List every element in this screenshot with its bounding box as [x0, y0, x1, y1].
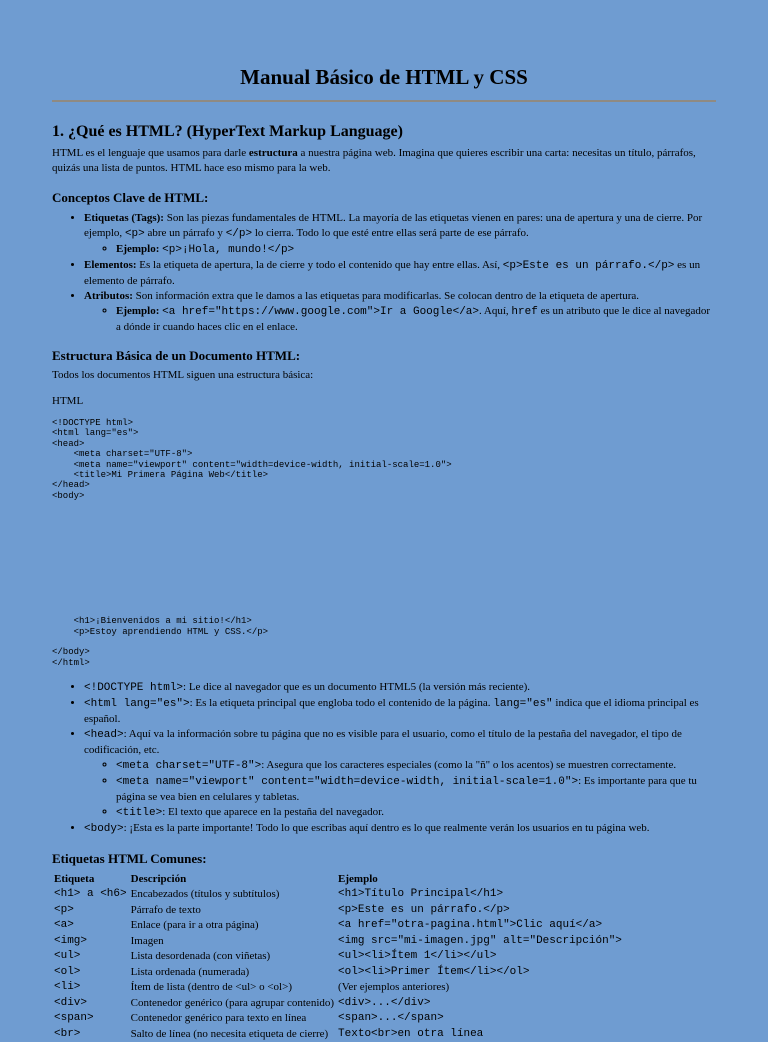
tag-cell: <a>: [54, 919, 74, 932]
table-row: [52, 996, 624, 1012]
table-row: [52, 949, 624, 965]
tag-cell: <span>: [54, 1012, 94, 1025]
common-tags-table: [52, 871, 624, 1042]
description-cell: Enlace (para ir a otra página): [130, 919, 259, 932]
concepts-list: [52, 211, 716, 335]
structure-explanation-list: [52, 680, 716, 837]
page-title: Manual Básico de HTML y CSS: [240, 65, 528, 89]
table-row: [52, 887, 624, 903]
table-row: [52, 1027, 624, 1042]
tag-cell: <li>: [54, 981, 81, 994]
example-cell: Texto<br>en otra línea: [338, 1027, 484, 1040]
tag-cell: <p>: [54, 903, 74, 916]
description-cell: Lista desordenada (con viñetas): [130, 950, 271, 963]
tag-cell: <img>: [54, 934, 88, 947]
table-row: [52, 980, 624, 996]
example-cell: <div>...</div>: [338, 996, 431, 1009]
table-row: [52, 934, 624, 950]
example-cell: <span>...</span>: [338, 1012, 444, 1025]
meta-charset-item: ◦ <meta charset="UTF-8">: Asegura que los caracteres especiales (como la "ñ" o los acentos) se muestren correctamente.: [116, 758, 716, 774]
document: [52, 0, 716, 1042]
description-cell: Ítem de lista (dentro de <ul> o <ol>): [130, 981, 292, 994]
concept-tags-item: • Etiquetas (Tags): Son las piezas fundamentales de HTML. La mayoría de las etiquetas vienen en pares: una de apertura y una de cierre. Por ejemplo, <p> abre un párrafo y </p> lo cierra. Todo lo que esté entre ellas será parte de ese párrafo. ◦ Ejemplo: <p>¡Hola, mundo!</p>: [84, 211, 716, 258]
description-cell: Encabezados (títulos y subtítulos): [130, 888, 280, 901]
table-row: [52, 918, 624, 934]
description-cell: Contenedor genérico (para agrupar contenido): [130, 996, 335, 1009]
table-row: [52, 903, 624, 919]
structure-intro: Todos los documentos HTML siguen una estructura básica:: [52, 369, 314, 381]
example-cell: <ol><li>Primer Ítem</li></ol>: [338, 965, 530, 978]
tag-cell: <div>: [54, 996, 88, 1009]
column-header-tag: Etiqueta: [54, 872, 95, 885]
code-block-bottom: <h1>¡Bienvenidos a mi sitio!</h1> <p>Estoy aprendiendo HTML y CSS.</p> </body> </html>: [52, 616, 269, 668]
code-language-label: HTML: [52, 395, 84, 407]
example-cell: <ul><li>Ítem 1</li></ul>: [338, 950, 497, 963]
example-cell: <h1>Título Principal</h1>: [338, 888, 504, 901]
table-header-row: [52, 871, 624, 887]
structure-heading: Estructura Básica de un Documento HTML:: [52, 348, 301, 363]
concepts-heading: Conceptos Clave de HTML:: [52, 190, 209, 205]
meta-viewport-item: ◦ <meta name="viewport" content="width=device-width, initial-scale=1.0">: Es importante para que tu página se vea bien en celulares y tabletas.: [116, 774, 716, 805]
tag-cell: <ul>: [54, 950, 81, 963]
html-tag-item: • <html lang="es">: Es la etiqueta principal que engloba todo el contenido de la página. lang="es" indica que el idioma principal es español.: [84, 696, 716, 727]
concept-tags-example: ◦ Ejemplo: <p>¡Hola, mundo!</p>: [116, 242, 716, 258]
title-divider: [52, 100, 716, 102]
column-header-description: Descripción: [130, 872, 187, 885]
common-tags-heading: Etiquetas HTML Comunes:: [52, 851, 207, 867]
body-tag-item: • <body>: ¡Esta es la parte importante! Todo lo que escribas aquí dentro es lo que realmente verán los usuarios en tu página web.: [84, 821, 716, 837]
table-row: [52, 965, 624, 981]
section-heading-html: 1. ¿Qué es HTML? (HyperText Markup Language): [52, 123, 403, 140]
tag-cell: <ol>: [54, 965, 81, 978]
tag-cell: <h1> a <h6>: [54, 888, 127, 901]
head-tag-item: • <head>: Aquí va la información sobre tu página que no es visible para el usuario, como el título de la pestaña del navegador, el tipo de codificación, etc. ◦ <meta charset="UTF-8">: Asegura que los caracteres especiales (como la "ñ" o los acentos) se muestren correctamente. ◦ <meta name="viewport" content="width=device-width, initial-scale=1.0">: Es importante para que tu página se vea bien en celulares y tabletas. ◦ <title>: El texto que aparece en la pestaña del navegador.: [84, 727, 716, 821]
column-header-example: Ejemplo: [338, 872, 378, 885]
description-cell: Salto de línea (no necesita etiqueta de cierre): [130, 1027, 329, 1040]
table-row: [52, 1011, 624, 1027]
description-cell: Párrafo de texto: [130, 903, 201, 916]
code-block-top: <!DOCTYPE html> <html lang="es"> <head> <meta charset="UTF-8"> <meta name="viewport" content="width=device-width, initial-scale=1.0"> <title>Mi Primera Página Web</title> </head> <body>: [52, 418, 452, 501]
example-cell: (Ver ejemplos anteriores): [338, 981, 450, 994]
description-cell: Imagen: [130, 934, 164, 947]
doctype-item: • <!DOCTYPE html>: Le dice al navegador que es un documento HTML5 (la versión más reciente).: [84, 680, 716, 696]
html-intro-paragraph: HTML es el lenguaje que usamos para darle estructura a nuestra página web. Imagina que quieres escribir una carta: necesitas un título, párrafos, quizás una lista de puntos. HTML hace eso mismo para la web.: [52, 147, 696, 174]
example-cell: <p>Este es un párrafo.</p>: [338, 903, 510, 916]
concept-attributes-example: ◦ Ejemplo: <a href="https://www.google.com">Ir a Google</a>. Aquí, href es un atributo que le dice al navegador a dónde ir cuando haces clic en el enlace.: [116, 304, 716, 335]
title-tag-item: ◦ <title>: El texto que aparece en la pestaña del navegador.: [116, 805, 716, 821]
example-cell: <a href="otra-pagina.html">Clic aquí</a>: [338, 919, 603, 932]
tag-cell: <br>: [54, 1027, 81, 1040]
concept-attributes-item: • Atributos: Son información extra que le damos a las etiquetas para modificarlas. Se colocan dentro de la etiqueta de apertura. ◦ Ejemplo: <a href="https://www.google.com">Ir a Google</a>. Aquí, href es un atributo que le dice al navegador a dónde ir cuando haces clic en el enlace.: [84, 289, 716, 335]
concept-elements-item: • Elementos: Es la etiqueta de apertura, la de cierre y todo el contenido que hay entre ellas. Así, <p>Este es un párrafo.</p> es un elemento de párrafo.: [84, 258, 716, 289]
example-cell: <img src="mi-imagen.jpg" alt="Descripción">: [338, 934, 622, 947]
description-cell: Contenedor genérico para texto en línea: [130, 1012, 307, 1025]
description-cell: Lista ordenada (numerada): [130, 965, 250, 978]
